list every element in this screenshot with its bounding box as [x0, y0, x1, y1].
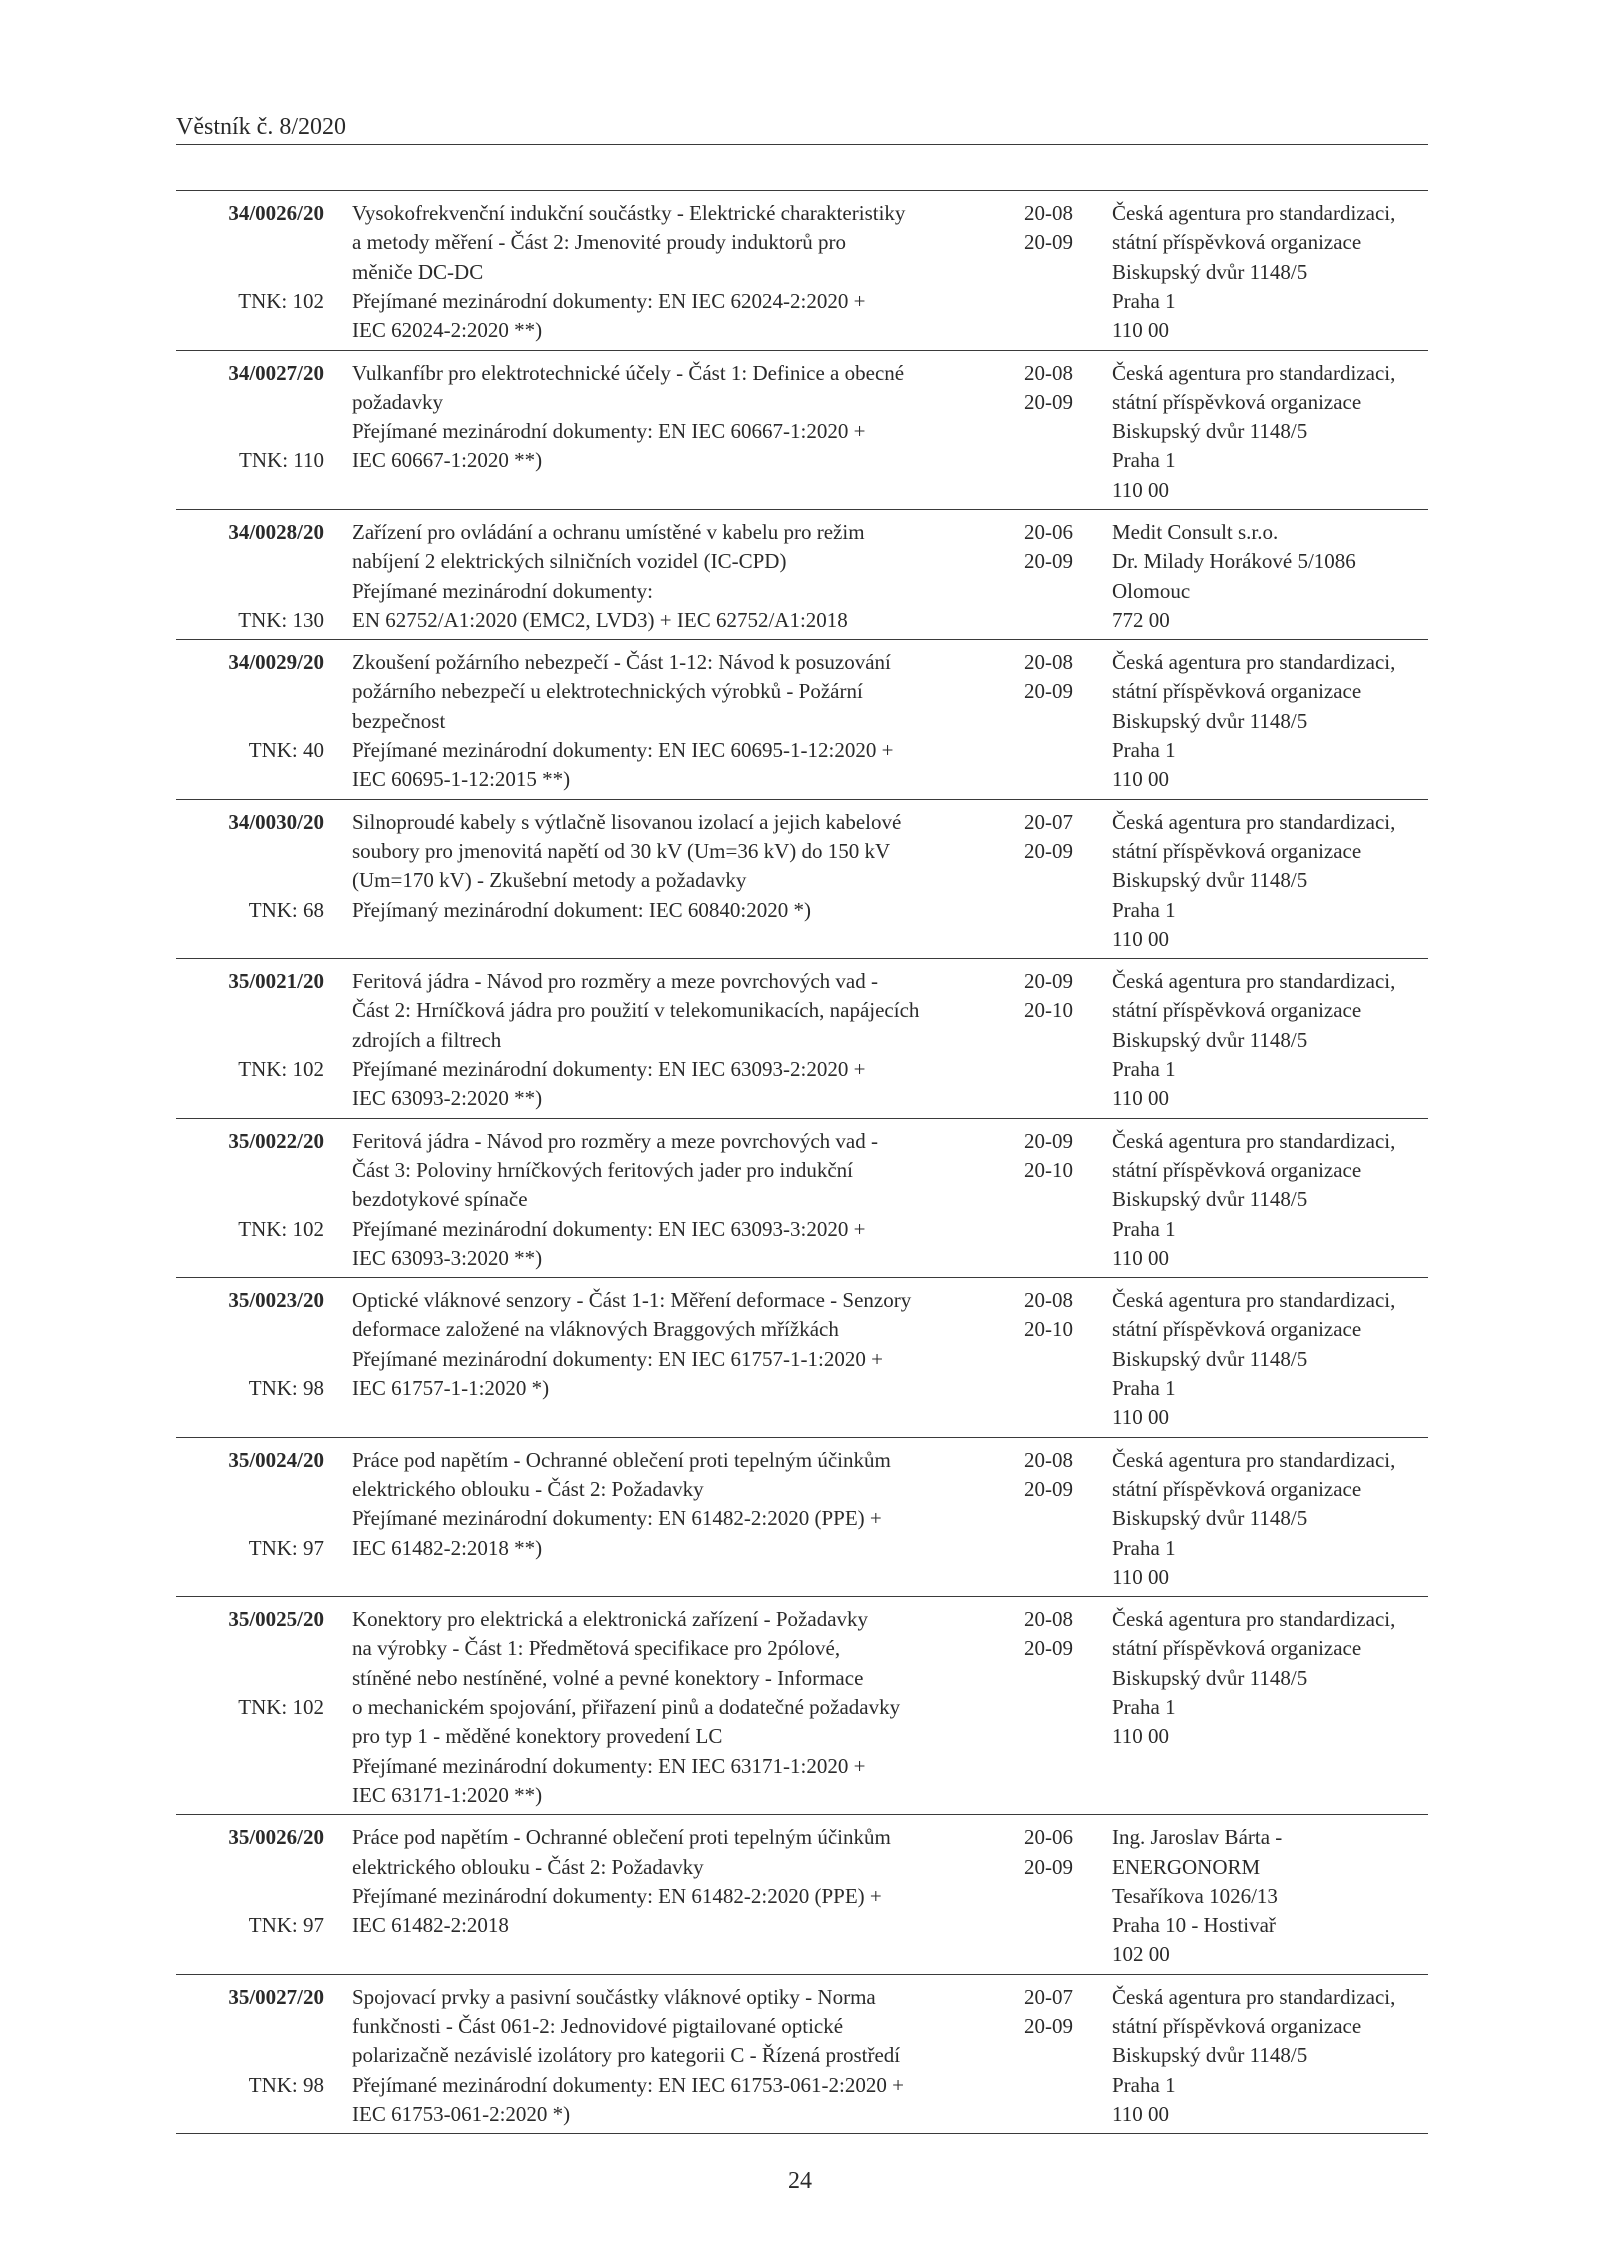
- address-cell-line: Dr. Milady Horákové 5/1086: [1112, 549, 1356, 574]
- dates-cell-line: 20-09: [1024, 1854, 1073, 1879]
- address-cell-line: Česká agentura pro standardizaci,: [1112, 1607, 1396, 1632]
- address-cell-line: Biskupský dvůr 1148/5: [1112, 1346, 1308, 1371]
- document-number: 35/0024/20: [228, 1447, 324, 1472]
- address-cell-line: 110 00: [1112, 1086, 1169, 1111]
- address-cell: [1112, 1286, 1428, 1433]
- tnk-label: TNK: 98: [248, 2072, 324, 2097]
- table-row: [176, 1119, 1428, 1279]
- address-cell-line: Biskupský dvůr 1148/5: [1112, 419, 1308, 444]
- address-cell-line: Praha 1: [1112, 1535, 1176, 1560]
- description-cell-line: elektrického oblouku - Část 2: Požadavky: [352, 1854, 704, 1879]
- address-cell-line: státní příspěvková organizace: [1112, 230, 1362, 255]
- address-cell-line: Medit Consult s.r.o.: [1112, 520, 1279, 544]
- tnk-label: TNK: 102: [238, 1695, 324, 1720]
- dates-cell-line: 20-09: [1024, 389, 1073, 414]
- address-cell-line: Biskupský dvůr 1148/5: [1112, 259, 1308, 284]
- header-rule: [176, 144, 1428, 145]
- address-cell-line: 772 00: [1112, 607, 1170, 632]
- description-cell: [324, 648, 1024, 795]
- address-cell: [1112, 1605, 1428, 1810]
- address-cell-line: 110 00: [1112, 1245, 1169, 1270]
- row-id-cell: [176, 1983, 324, 2130]
- address-cell: [1112, 518, 1428, 635]
- address-cell: [1112, 359, 1428, 506]
- dates-cell-line: 20-09: [1024, 1476, 1073, 1501]
- tnk-label: TNK: 68: [248, 897, 324, 922]
- address-cell-line: 110 00: [1112, 767, 1169, 792]
- dates-cell: [1024, 1983, 1112, 2130]
- address-cell-line: Praha 1: [1112, 1057, 1176, 1082]
- description-cell-line: Feritová jádra - Návod pro rozměry a meze povrchových vad -: [352, 1128, 878, 1153]
- address-cell-line: státní příspěvková organizace: [1112, 1636, 1362, 1661]
- dates-cell-line: 20-09: [1024, 1636, 1073, 1661]
- address-cell-line: státní příspěvková organizace: [1112, 838, 1362, 863]
- table-row: [176, 1278, 1428, 1438]
- row-id-cell: [176, 808, 324, 955]
- description-cell-line: Přejímané mezinárodní dokumenty: EN IEC 63093-3:2020 +: [352, 1216, 866, 1241]
- address-cell-line: státní příspěvková organizace: [1112, 389, 1362, 414]
- address-cell-line: Praha 1: [1112, 1216, 1176, 1241]
- row-id-cell: [176, 199, 324, 346]
- address-cell-line: Česká agentura pro standardizaci,: [1112, 1447, 1396, 1472]
- dates-cell-line: 20-08: [1024, 1288, 1073, 1313]
- description-cell-line: a metody měření - Část 2: Jmenovité proudy induktorů pro: [352, 230, 846, 255]
- description-cell-line: Přejímané mezinárodní dokumenty: EN IEC 63093-2:2020 +: [352, 1057, 866, 1082]
- address-cell-line: Praha 10 - Hostivař: [1112, 1913, 1276, 1938]
- dates-cell-line: 20-10: [1024, 998, 1073, 1023]
- description-cell-line: Přejímané mezinárodní dokumenty: EN IEC 63171-1:2020 +: [352, 1753, 866, 1778]
- description-cell-line: deformace založené na vláknových Braggových mřížkách: [352, 1317, 839, 1342]
- dates-cell-line: 20-07: [1024, 809, 1073, 834]
- address-cell-line: Ing. Jaroslav Bárta -: [1112, 1825, 1283, 1850]
- description-cell: [324, 1127, 1024, 1274]
- table-row: [176, 1597, 1428, 1815]
- description-cell-line: Zařízení pro ovládání a ochranu umístěné v kabelu pro režim: [352, 520, 865, 544]
- dates-cell: [1024, 967, 1112, 1114]
- description-cell-line: na výrobky - Část 1: Předmětová specifikace pro 2pólové,: [352, 1636, 841, 1661]
- address-cell-line: 110 00: [1112, 1405, 1169, 1430]
- tnk-label: TNK: 110: [239, 448, 324, 473]
- description-cell-line: IEC 63093-3:2020 **): [352, 1245, 543, 1270]
- description-cell-line: Přejímaný mezinárodní dokument: IEC 60840:2020 *): [352, 897, 812, 922]
- tnk-label: TNK: 130: [238, 607, 324, 632]
- description-cell-line: Přejímané mezinárodní dokumenty: EN 61482-2:2020 (PPE) +: [352, 1506, 882, 1531]
- address-cell: [1112, 199, 1428, 346]
- dates-cell-line: 20-10: [1024, 1317, 1073, 1342]
- tnk-label: TNK: 97: [248, 1535, 324, 1560]
- description-cell-line: Silnoproudé kabely s výtlačně lisovanou izolací a jejich kabelové: [352, 809, 902, 834]
- dates-cell: [1024, 359, 1112, 506]
- address-cell: [1112, 808, 1428, 955]
- description-cell-line: bezdotykové spínače: [352, 1187, 528, 1212]
- dates-cell: [1024, 648, 1112, 795]
- description-cell-line: IEC 61753-061-2:2020 *): [352, 2101, 571, 2126]
- description-cell-line: Přejímané mezinárodní dokumenty: EN IEC 60695-1-12:2020 +: [352, 738, 894, 763]
- address-cell-line: 110 00: [1112, 926, 1169, 951]
- address-cell-line: státní příspěvková organizace: [1112, 679, 1362, 704]
- address-cell-line: Praha 1: [1112, 738, 1176, 763]
- description-cell-line: o mechanickém spojování, přiřazení pinů a dodatečné požadavky: [352, 1695, 901, 1720]
- address-cell-line: Praha 1: [1112, 2072, 1176, 2097]
- description-cell-line: pro typ 1 - měděné konektory provedení LC: [352, 1724, 723, 1749]
- address-cell: [1112, 1823, 1428, 1970]
- description-cell-line: Práce pod napětím - Ochranné oblečení proti tepelným účinkům: [352, 1447, 891, 1472]
- dates-cell-line: 20-09: [1024, 230, 1073, 255]
- table-row: [176, 640, 1428, 800]
- row-id-cell: [176, 1446, 324, 1593]
- address-cell-line: Biskupský dvůr 1148/5: [1112, 708, 1308, 733]
- description-cell: [324, 808, 1024, 955]
- description-cell-line: Feritová jádra - Návod pro rozměry a meze povrchových vad -: [352, 969, 878, 994]
- description-cell: [324, 359, 1024, 506]
- address-cell: [1112, 1446, 1428, 1593]
- row-id-cell: [176, 1823, 324, 1970]
- document-number: 35/0022/20: [228, 1128, 324, 1153]
- tnk-label: TNK: 102: [238, 1216, 324, 1241]
- description-cell-line: Spojovací prvky a pasivní součástky vláknové optiky - Norma: [352, 1984, 876, 2009]
- dates-cell-line: 20-08: [1024, 360, 1073, 385]
- dates-cell-line: 20-06: [1024, 520, 1073, 544]
- dates-cell-line: 20-09: [1024, 1128, 1073, 1153]
- description-cell-line: požadavky: [352, 389, 443, 414]
- description-cell-line: IEC 63093-2:2020 **): [352, 1086, 543, 1111]
- dates-cell: [1024, 1446, 1112, 1593]
- tnk-label: TNK: 102: [238, 1057, 324, 1082]
- address-cell-line: Praha 1: [1112, 897, 1176, 922]
- description-cell: [324, 1446, 1024, 1593]
- dates-cell-line: 20-06: [1024, 1825, 1073, 1850]
- description-cell-line: Zkoušení požárního nebezpečí - Část 1-12: Návod k posuzování: [352, 650, 891, 675]
- description-cell-line: (Um=170 kV) - Zkušební metody a požadavky: [352, 868, 747, 893]
- row-id-cell: [176, 1605, 324, 1810]
- tnk-label: TNK: 98: [248, 1376, 324, 1401]
- address-cell-line: Česká agentura pro standardizaci,: [1112, 1128, 1396, 1153]
- dates-cell-line: 20-09: [1024, 2014, 1073, 2039]
- description-cell-line: IEC 60695-1-12:2015 **): [352, 767, 571, 792]
- address-cell-line: Biskupský dvůr 1148/5: [1112, 2043, 1308, 2068]
- description-cell-line: funkčnosti - Část 061-2: Jednovidové pigtailované optické: [352, 2014, 844, 2039]
- address-cell-line: Česká agentura pro standardizaci,: [1112, 809, 1396, 834]
- table-row: [176, 800, 1428, 960]
- dates-cell: [1024, 1605, 1112, 1810]
- description-cell: [324, 1605, 1024, 1810]
- description-cell-line: požárního nebezpečí u elektrotechnických výrobků - Požární: [352, 679, 863, 704]
- address-cell-line: státní příspěvková organizace: [1112, 1317, 1362, 1342]
- dates-cell: [1024, 1286, 1112, 1433]
- dates-cell: [1024, 518, 1112, 635]
- description-cell-line: Vulkanfíbr pro elektrotechnické účely - Část 1: Definice a obecné: [352, 360, 905, 385]
- dates-cell: [1024, 808, 1112, 955]
- description-cell: [324, 199, 1024, 346]
- address-cell-line: státní příspěvková organizace: [1112, 2014, 1362, 2039]
- description-cell-line: soubory pro jmenovitá napětí od 30 kV (Um=36 kV) do 150 kV: [352, 838, 891, 863]
- description-cell: [324, 967, 1024, 1114]
- description-cell-line: IEC 60667-1:2020 **): [352, 448, 543, 473]
- dates-cell-line: 20-09: [1024, 969, 1073, 994]
- description-cell-line: IEC 61757-1-1:2020 *): [352, 1376, 550, 1401]
- address-cell-line: Biskupský dvůr 1148/5: [1112, 868, 1308, 893]
- address-cell-line: 110 00: [1112, 1564, 1169, 1589]
- address-cell-line: 102 00: [1112, 1942, 1170, 1967]
- dates-cell-line: 20-09: [1024, 549, 1073, 574]
- row-id-cell: [176, 648, 324, 795]
- description-cell-line: Přejímané mezinárodní dokumenty: EN 61482-2:2020 (PPE) +: [352, 1883, 882, 1908]
- dates-cell: [1024, 199, 1112, 346]
- description-cell-line: zdrojích a filtrech: [352, 1027, 502, 1052]
- table-row: [176, 510, 1428, 640]
- dates-cell: [1024, 1127, 1112, 1274]
- address-cell: [1112, 967, 1428, 1114]
- address-cell-line: Praha 1: [1112, 1695, 1176, 1720]
- description-cell-line: Přejímané mezinárodní dokumenty: EN IEC 61757-1-1:2020 +: [352, 1346, 883, 1371]
- address-cell-line: Česká agentura pro standardizaci,: [1112, 1984, 1396, 2009]
- description-cell-line: Část 2: Hrníčková jádra pro použití v telekomunikacích, napájecích: [352, 998, 920, 1023]
- dates-cell-line: 20-08: [1024, 1447, 1073, 1472]
- description-cell-line: Přejímané mezinárodní dokumenty:: [352, 578, 653, 603]
- table-row: [176, 1438, 1428, 1598]
- document-number: 34/0026/20: [228, 201, 324, 225]
- address-cell: [1112, 1983, 1428, 2130]
- dates-cell-line: 20-08: [1024, 1607, 1073, 1632]
- document-number: 34/0027/20: [228, 360, 324, 385]
- address-cell-line: 110 00: [1112, 477, 1169, 502]
- dates-cell-line: 20-09: [1024, 838, 1073, 863]
- page-number: 24: [788, 2168, 812, 2194]
- description-cell-line: elektrického oblouku - Část 2: Požadavky: [352, 1476, 704, 1501]
- description-cell: [324, 518, 1024, 635]
- description-cell-line: stíněné nebo nestíněné, volné a pevné konektory - Informace: [352, 1665, 864, 1690]
- address-cell-line: Olomouc: [1112, 578, 1191, 603]
- address-cell: [1112, 648, 1428, 795]
- document-number: 35/0026/20: [228, 1825, 324, 1850]
- description-cell-line: Část 3: Poloviny hrníčkových feritových jader pro indukční: [352, 1157, 853, 1182]
- description-cell-line: EN 62752/A1:2020 (EMC2, LVD3) + IEC 62752/A1:2018: [352, 607, 848, 632]
- description-cell-line: Vysokofrekvenční indukční součástky - Elektrické charakteristiky: [352, 201, 906, 225]
- description-cell-line: IEC 61482-2:2018 **): [352, 1535, 543, 1560]
- dates-cell-line: 20-09: [1024, 679, 1073, 704]
- row-id-cell: [176, 1127, 324, 1274]
- dates-cell-line: 20-10: [1024, 1157, 1073, 1182]
- dates-cell-line: 20-08: [1024, 650, 1073, 675]
- description-cell-line: měniče DC-DC: [352, 259, 484, 284]
- address-cell-line: Biskupský dvůr 1148/5: [1112, 1187, 1308, 1212]
- table-row: [176, 191, 1428, 351]
- description-cell: [324, 1983, 1024, 2130]
- description-cell-line: polarizačně nezávislé izolátory pro kategorii C - Řízená prostředí: [352, 2043, 901, 2068]
- address-cell-line: Praha 1: [1112, 288, 1176, 313]
- description-cell-line: bezpečnost: [352, 708, 446, 733]
- standards-table: [176, 190, 1428, 2134]
- description-cell-line: Práce pod napětím - Ochranné oblečení proti tepelným účinkům: [352, 1825, 891, 1850]
- dates-cell: [1024, 1823, 1112, 1970]
- address-cell-line: Tesaříkova 1026/13: [1112, 1883, 1278, 1908]
- row-id-cell: [176, 359, 324, 506]
- address-cell-line: 110 00: [1112, 1724, 1169, 1749]
- description-cell-line: IEC 62024-2:2020 **): [352, 318, 543, 343]
- description-cell-line: IEC 61482-2:2018: [352, 1913, 509, 1938]
- address-cell-line: ENERGONORM: [1112, 1854, 1261, 1879]
- address-cell-line: Česká agentura pro standardizaci,: [1112, 360, 1396, 385]
- address-cell-line: Česká agentura pro standardizaci,: [1112, 650, 1396, 675]
- address-cell-line: Biskupský dvůr 1148/5: [1112, 1027, 1308, 1052]
- tnk-label: TNK: 97: [248, 1913, 324, 1938]
- dates-cell-line: 20-07: [1024, 1984, 1073, 2009]
- tnk-label: TNK: 102: [238, 288, 324, 313]
- address-cell-line: Praha 1: [1112, 1376, 1176, 1401]
- description-cell-line: nabíjení 2 elektrických silničních vozidel (IC-CPD): [352, 549, 787, 574]
- address-cell-line: státní příspěvková organizace: [1112, 1157, 1362, 1182]
- description-cell-line: Přejímané mezinárodní dokumenty: EN IEC 60667-1:2020 +: [352, 419, 866, 444]
- document-number: 34/0028/20: [228, 520, 324, 544]
- document-number: 35/0023/20: [228, 1288, 324, 1313]
- table-row: [176, 351, 1428, 511]
- address-cell-line: 110 00: [1112, 318, 1169, 343]
- address-cell-line: státní příspěvková organizace: [1112, 998, 1362, 1023]
- address-cell-line: Biskupský dvůr 1148/5: [1112, 1665, 1308, 1690]
- document-number: 34/0029/20: [228, 650, 324, 675]
- address-cell-line: Praha 1: [1112, 448, 1176, 473]
- table-row: [176, 959, 1428, 1119]
- description-cell-line: Optické vláknové senzory - Část 1-1: Měření deformace - Senzory: [352, 1288, 912, 1313]
- document-number: 34/0030/20: [228, 809, 324, 834]
- page-header-title: Věstník č. 8/2020: [176, 114, 346, 140]
- description-cell-line: Konektory pro elektrická a elektronická zařízení - Požadavky: [352, 1607, 869, 1632]
- document-number: 35/0025/20: [228, 1607, 324, 1632]
- description-cell: [324, 1286, 1024, 1433]
- tnk-label: TNK: 40: [248, 738, 324, 763]
- description-cell-line: Přejímané mezinárodní dokumenty: EN IEC 61753-061-2:2020 +: [352, 2072, 904, 2097]
- address-cell-line: Česká agentura pro standardizaci,: [1112, 1288, 1396, 1313]
- address-cell-line: 110 00: [1112, 2101, 1169, 2126]
- row-id-cell: [176, 967, 324, 1114]
- address-cell-line: Česká agentura pro standardizaci,: [1112, 201, 1396, 225]
- table-row: [176, 1975, 1428, 2135]
- address-cell-line: Česká agentura pro standardizaci,: [1112, 969, 1396, 994]
- address-cell-line: státní příspěvková organizace: [1112, 1476, 1362, 1501]
- row-id-cell: [176, 1286, 324, 1433]
- address-cell: [1112, 1127, 1428, 1274]
- document-number: 35/0027/20: [228, 1984, 324, 2009]
- table-row: [176, 1815, 1428, 1975]
- description-cell-line: Přejímané mezinárodní dokumenty: EN IEC 62024-2:2020 +: [352, 288, 866, 313]
- description-cell: [324, 1823, 1024, 1970]
- document-number: 35/0021/20: [228, 969, 324, 994]
- description-cell-line: IEC 63171-1:2020 **): [352, 1782, 543, 1807]
- dates-cell-line: 20-08: [1024, 201, 1073, 225]
- address-cell-line: Biskupský dvůr 1148/5: [1112, 1506, 1308, 1531]
- row-id-cell: [176, 518, 324, 635]
